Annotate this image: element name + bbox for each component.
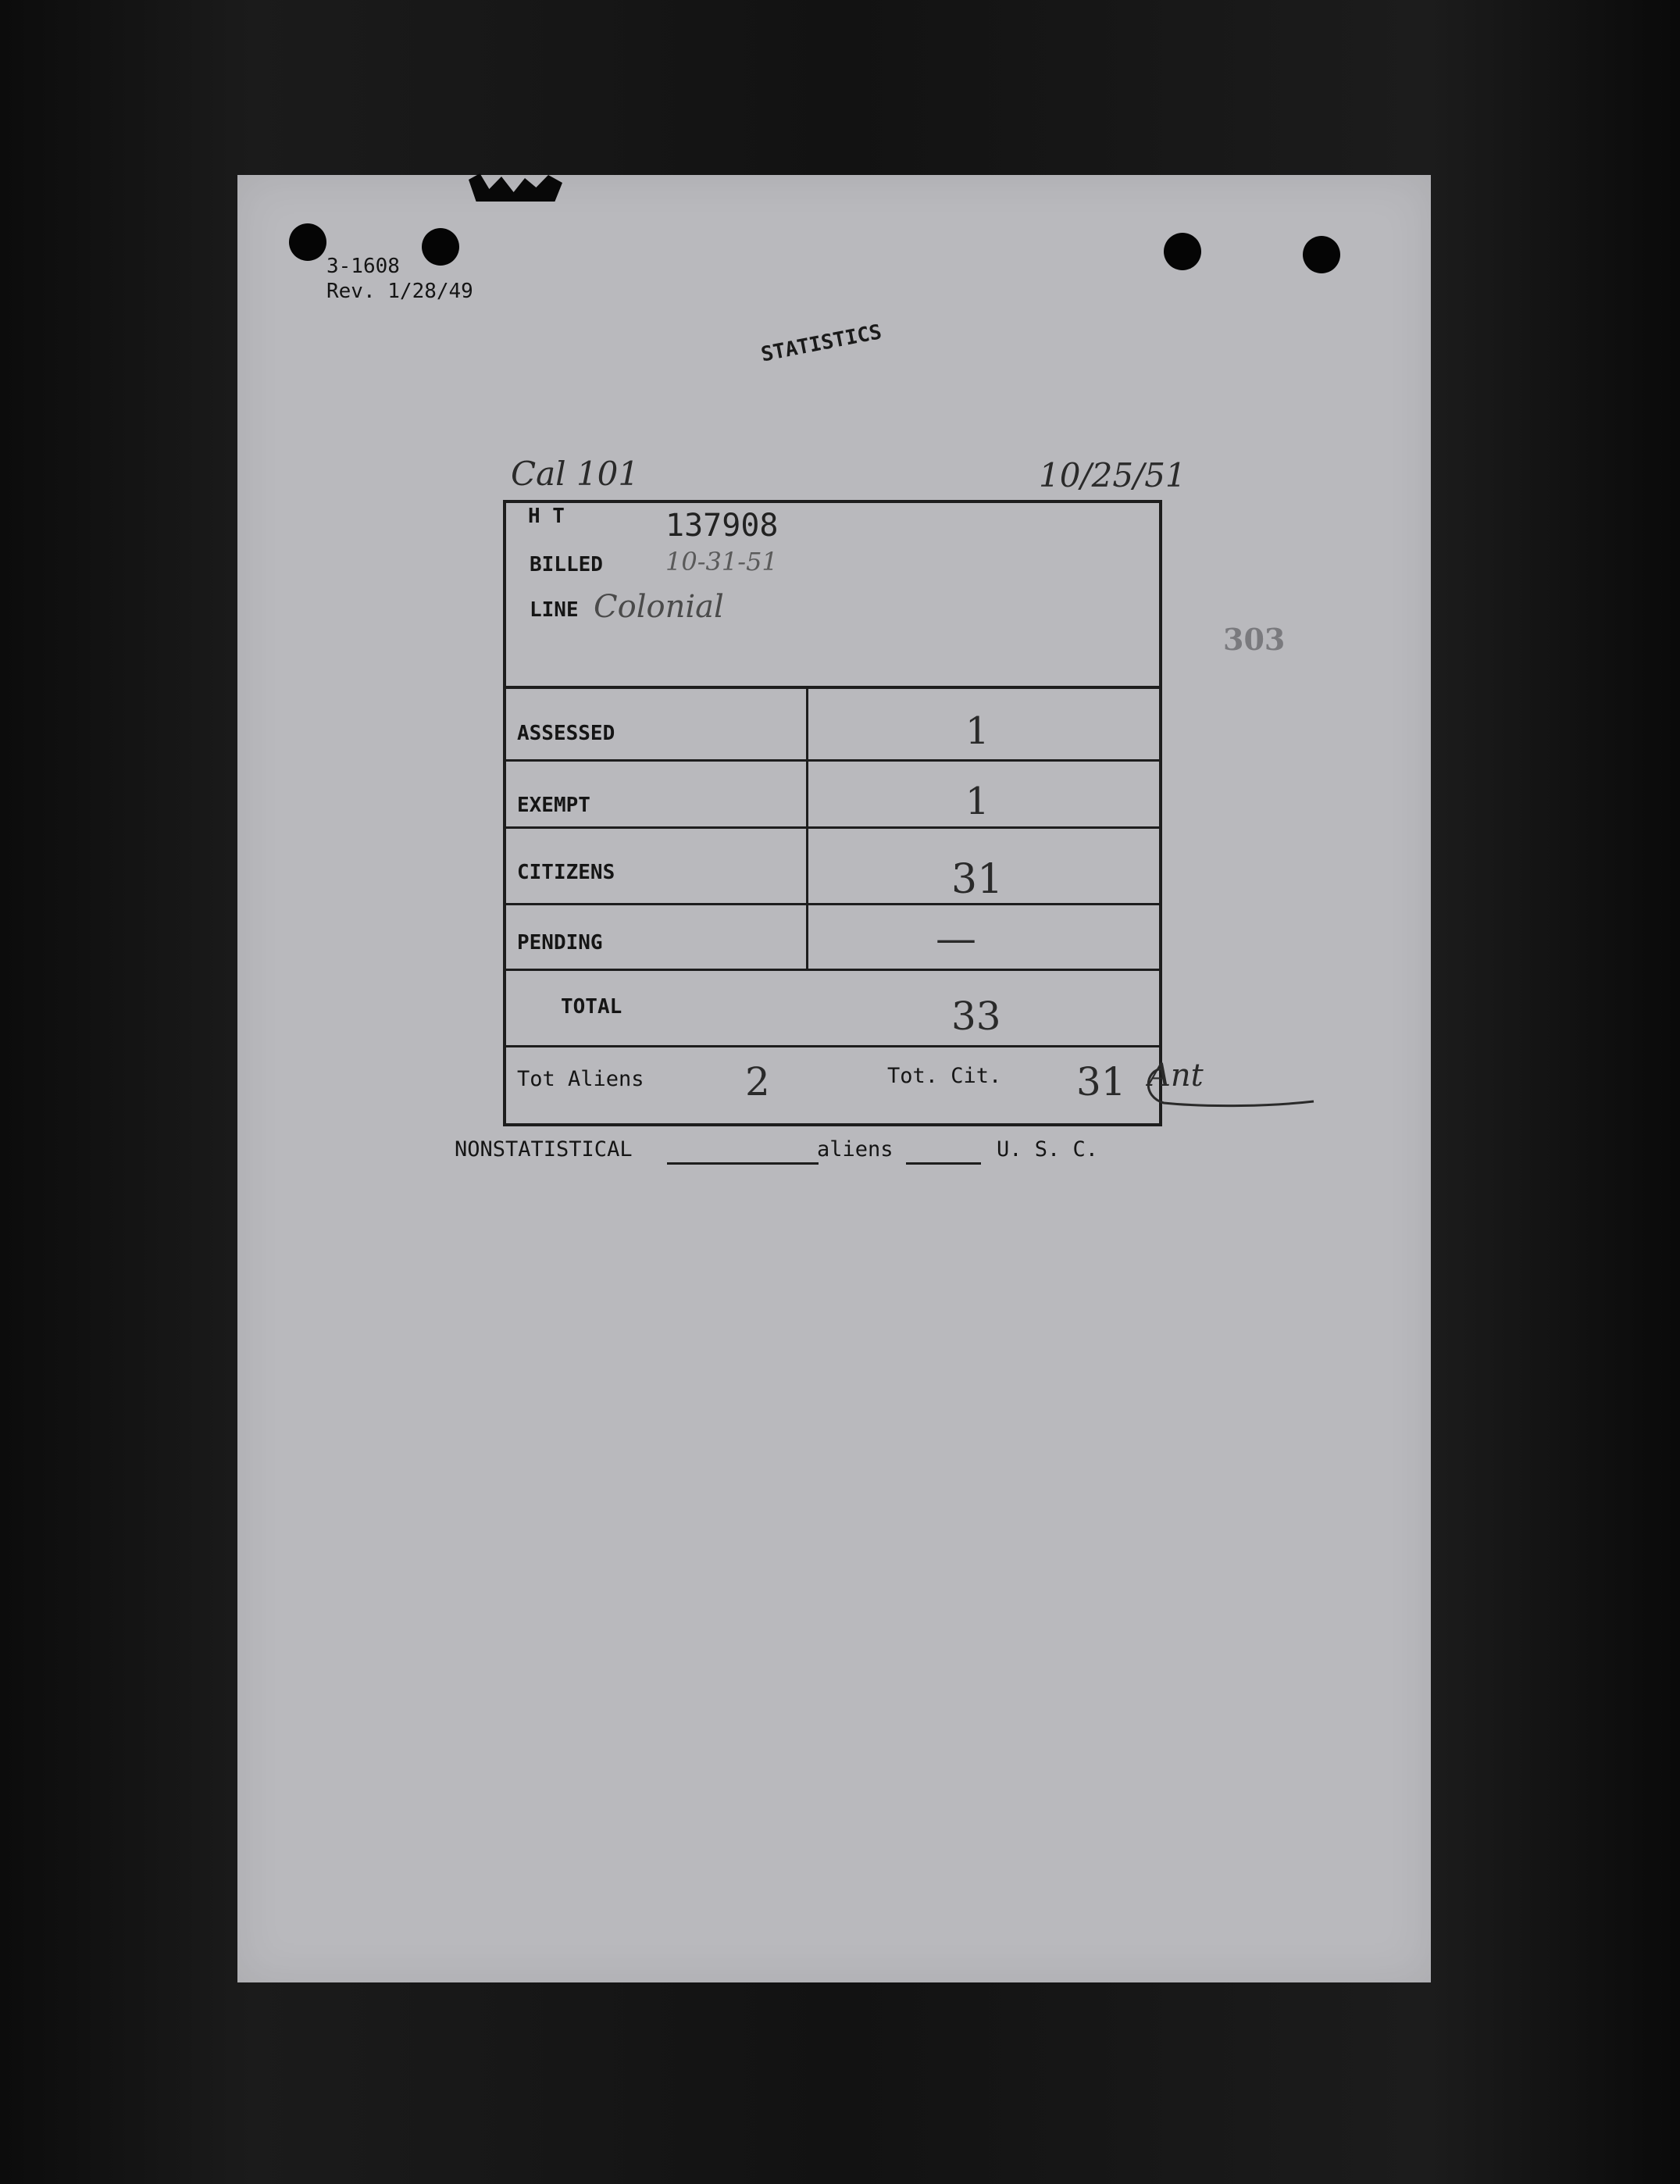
form-revision: Rev. 1/28/49	[326, 280, 473, 303]
tot-aliens-value: 2	[745, 1059, 770, 1104]
aliens-blank	[906, 1162, 981, 1165]
aliens-label: aliens	[817, 1137, 894, 1162]
handwritten-header-left: Cal 101	[511, 455, 640, 493]
usc-label: U. S. C.	[997, 1137, 1099, 1162]
total-value: 33	[951, 994, 1001, 1039]
assessed-label: ASSESSED	[517, 722, 615, 745]
statistics-stamp: STATISTICS	[759, 320, 884, 367]
nonstatistical-label: NONSTATISTICAL	[455, 1137, 633, 1162]
row-divider	[503, 759, 1162, 762]
row-divider	[503, 686, 1162, 689]
row-divider	[503, 826, 1162, 829]
citizens-label: CITIZENS	[517, 861, 615, 884]
initials-flourish	[1140, 1062, 1320, 1109]
line-label: LINE	[530, 598, 579, 622]
tot-cit-label: Tot. Cit.	[887, 1064, 1002, 1088]
initials: Ant	[1148, 1058, 1204, 1094]
table-left-border	[503, 500, 506, 1126]
assessed-value: 1	[965, 709, 990, 753]
handwritten-header-date: 10/25/51	[1039, 456, 1186, 494]
punch-hole	[1164, 233, 1201, 270]
row-divider	[503, 1045, 1162, 1047]
tot-aliens-label: Tot Aliens	[517, 1067, 644, 1091]
exempt-value: 1	[965, 780, 990, 823]
table-top-border	[503, 500, 1162, 503]
row-divider	[503, 903, 1162, 905]
table-right-border	[1159, 500, 1162, 1126]
billed-date: 10-31-51	[665, 547, 778, 576]
form-number: 3-1608	[326, 255, 400, 278]
page-number: 303	[1223, 622, 1286, 657]
line-name: Colonial	[594, 589, 724, 625]
tot-cit-value: 31	[1076, 1059, 1126, 1104]
table-bottom-border	[503, 1123, 1162, 1126]
punch-hole	[1303, 236, 1340, 273]
punch-hole	[422, 228, 459, 266]
billed-label: BILLED	[530, 553, 603, 576]
nonstatistical-blank	[667, 1162, 819, 1165]
pending-label: PENDING	[517, 931, 603, 955]
column-divider	[806, 686, 808, 970]
row-divider	[503, 969, 1162, 971]
punch-hole	[289, 223, 326, 261]
total-label: TOTAL	[561, 995, 622, 1019]
citizens-value: 31	[951, 856, 1004, 903]
exempt-label: EXEMPT	[517, 794, 590, 817]
pending-value: —	[936, 915, 976, 962]
ht-number: 137908	[665, 508, 779, 544]
ht-label: H T	[528, 505, 565, 528]
